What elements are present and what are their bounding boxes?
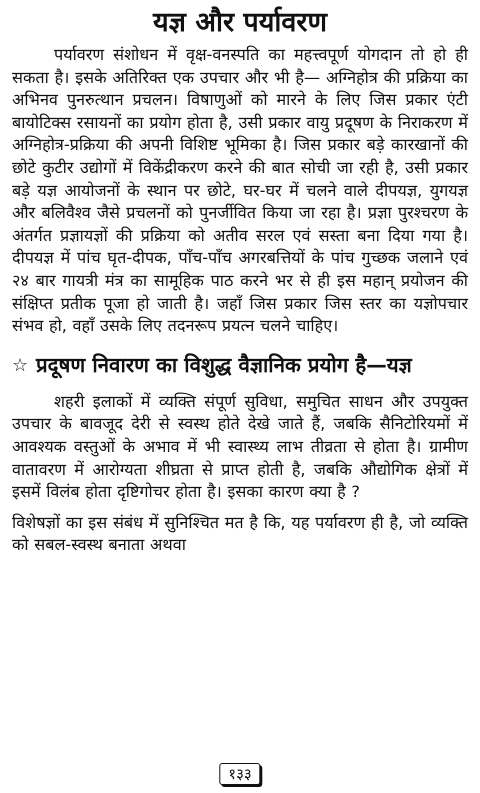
paragraph-intro: पर्यावरण संशोधन में वृक्ष-वनस्पति का महत्त्वपूर्ण योगदान तो हो ही सकता है। इसके अतिरिक्त एक उपचार और भी है— अग्निहोत्र की प्रक्रिया का अभिनव पुनरुत्थान प्रचलन। विषाणुओं को मारने के लिए जिस प्रकार एंटी बायोटिक्स रसायनों का प्रयोग होता है, उसी प्रकार वायु प्रदूषण के निराकरण में अग्निहोत्र-प्रक्रिया की अपनी विशिष्ट भूमिका है। जिस प्रकार बड़े कारखानों की छोटे कुटीर उद्योगों में विकेंद्रीकरण करने की बात सोची जा रही है, उसी प्रकार बड़े यज्ञ आयोजनों के स्थान पर छोटे, घर-घर में चलने वाले दीपयज्ञ, युगयज्ञ और बलिवैश्व जैसे प्रचलनों को पुनर्जीवित किया जा रहा है। प्रज्ञा पुरश्चरण के अंतर्गत प्रज्ञायज्ञों की प्रक्रिया को अतीव सरल एवं सस्ता बना दिया गया है। दीपयज्ञ में पांच घृत-दीपक, पाँच-पाँच अगरबत्तियों के पांच गुच्छक जलाने एवं २४ बार गायत्री मंत्र का सामूहिक पाठ करने भर से ही इस महान् प्रयोजन की संक्षिप्त प्रतीक पूजा हो जाती है। जहाँ जिस प्रकार जिस स्तर का यज्ञोपचार संभव हो, वहाँ उसके लिए तदनरूप प्रयत्न चलने चाहिए।	[12, 45, 468, 336]
page-number: १३३	[219, 763, 260, 785]
page-title: यज्ञ और पर्यावरण	[153, 7, 327, 38]
section-heading-text: प्रदूषण निवारण का विशुद्ध वैज्ञानिक प्रयोग है—यज्ञ	[36, 352, 412, 377]
section-heading	[12, 352, 468, 379]
star-outline-icon: ☆	[12, 354, 29, 376]
paragraph-experts-opinion: विशेषज्ञों का इस संबंध में सुनिश्चित मत है कि, यह पर्यावरण ही है, जो व्यक्ति को सबल-स्वस्थ बनाता अथवा	[12, 512, 468, 555]
paragraph-urban-health: शहरी इलाकों में व्यक्ति संपूर्ण सुविधा, समुचित साधन और उपयुक्त उपचार के बावजूद देरी से स्वस्थ होते देखे जाते हैं, जबकि सैनिटोरियमों में आवश्यक वस्तुओं के अभाव में भी स्वास्थ्य लाभ तीव्रता से होता है। ग्रामीण वातावरण में आरोग्यता शीघ्रता से प्राप्त होती है, जबकि औद्योगिक क्षेत्रों में इसमें विलंब होता दृष्टिगोचर होता है। इसका कारण क्या है ?	[12, 391, 468, 502]
paragraph-gap	[12, 504, 468, 512]
